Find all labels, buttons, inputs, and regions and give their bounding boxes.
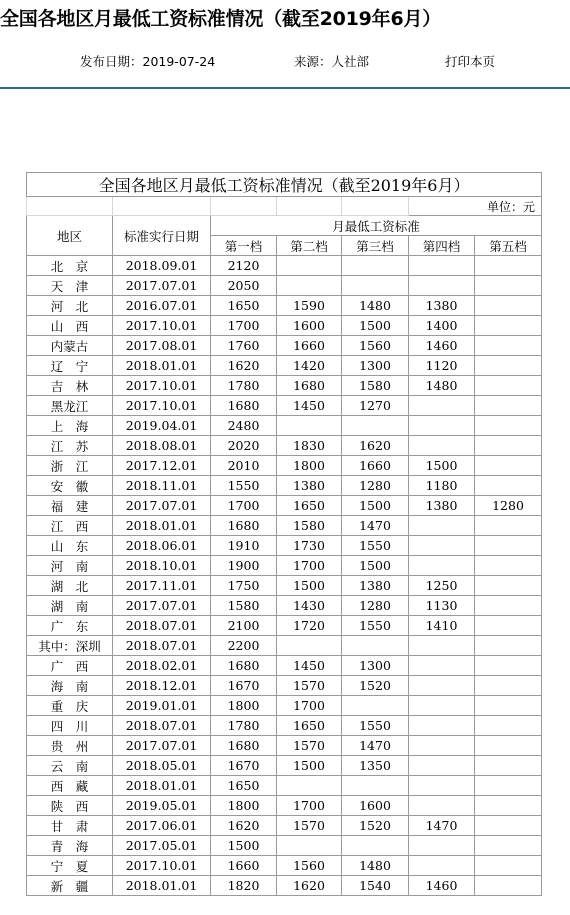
blank-cell [27,197,113,216]
tier-3-value [342,696,409,716]
tier-1-value: 1680 [211,396,277,416]
tier-2-value: 1730 [277,536,342,556]
tier-3-value: 1280 [342,596,409,616]
date-cell: 2018.01.01 [113,356,211,376]
region-cell: 江 西 [27,516,113,536]
date-cell: 2017.11.01 [113,576,211,596]
tier-3-value: 1280 [342,476,409,496]
table-row [27,416,542,436]
date-cell: 2017.08.01 [113,336,211,356]
tier-4-value [409,516,475,536]
date-cell: 2019.04.01 [113,416,211,436]
unit-label: 单位：元 [409,197,542,216]
minimum-wage-table [26,172,542,896]
region-cell: 河 南 [27,556,113,576]
tier-2-value [277,256,342,276]
region-cell: 江 苏 [27,436,113,456]
tier-4-value [409,276,475,296]
region-cell: 湖 南 [27,596,113,616]
tier-3-value: 1470 [342,516,409,536]
region-cell: 陕 西 [27,796,113,816]
table-row [27,316,542,336]
region-cell: 吉 林 [27,376,113,396]
tier-5-value [475,636,542,656]
tier-5-header: 第五档 [475,236,542,256]
date-cell: 2018.01.01 [113,876,211,896]
table-row [27,796,542,816]
tier-5-value [475,596,542,616]
tier-3-value: 1480 [342,856,409,876]
region-cell: 山 西 [27,316,113,336]
date-cell: 2017.07.01 [113,736,211,756]
tier-4-value [409,776,475,796]
tier-4-value [409,796,475,816]
table-row [27,716,542,736]
tier-4-value: 1410 [409,616,475,636]
tier-3-value: 1270 [342,396,409,416]
tier-1-value: 2200 [211,636,277,656]
tier-4-value: 1130 [409,596,475,616]
tier-5-value [475,836,542,856]
region-cell: 海 南 [27,676,113,696]
tier-1-value: 1910 [211,536,277,556]
tier-2-value: 1430 [277,596,342,616]
tier-2-value: 1380 [277,476,342,496]
tier-2-value: 1830 [277,436,342,456]
tier-5-value [475,276,542,296]
tier-1-value: 1620 [211,356,277,376]
tier-4-value [409,676,475,696]
tier-3-value: 1350 [342,756,409,776]
tier-3-value: 1620 [342,436,409,456]
tier-2-value: 1660 [277,336,342,356]
tier-2-value: 1590 [277,296,342,316]
tier-3-value [342,276,409,296]
tier-4-value: 1470 [409,816,475,836]
tier-3-value: 1500 [342,316,409,336]
tier-2-value: 1570 [277,676,342,696]
tier-4-value: 1500 [409,456,475,476]
tier-5-value [475,336,542,356]
tier-1-value: 1700 [211,316,277,336]
region-cell: 宁 夏 [27,856,113,876]
date-cell: 2018.02.01 [113,656,211,676]
tier-3-value: 1300 [342,656,409,676]
date-cell: 2018.09.01 [113,256,211,276]
tier-1-value: 1550 [211,476,277,496]
tier-2-value: 1650 [277,716,342,736]
tier-1-value: 1680 [211,736,277,756]
table-row [27,596,542,616]
tier-5-value [475,816,542,836]
tier-1-value: 1680 [211,656,277,676]
tier-3-value: 1550 [342,716,409,736]
table-row [27,356,542,376]
region-cell: 北 京 [27,256,113,276]
tier-5-value [475,616,542,636]
table-row [27,816,542,836]
tier-1-value: 1700 [211,496,277,516]
date-cell: 2018.08.01 [113,436,211,456]
region-header: 地区 [27,216,113,256]
tier-4-value: 1380 [409,296,475,316]
tier-4-value: 1380 [409,496,475,516]
tier-2-value [277,276,342,296]
table-row [27,336,542,356]
tier-4-value [409,416,475,436]
region-cell: 青 海 [27,836,113,856]
tier-3-value: 1550 [342,616,409,636]
table-row [27,476,542,496]
table-row [27,516,542,536]
region-cell: 其中：深圳 [27,636,113,656]
tier-1-value: 1800 [211,696,277,716]
tier-3-value: 1540 [342,876,409,896]
tier-1-value: 1670 [211,676,277,696]
tier-2-value: 1560 [277,856,342,876]
date-cell: 2018.07.01 [113,636,211,656]
region-cell: 河 北 [27,296,113,316]
date-cell: 2017.10.01 [113,316,211,336]
table-row [27,376,542,396]
tier-2-value: 1450 [277,396,342,416]
date-cell: 2018.10.01 [113,556,211,576]
tier-1-value: 1580 [211,596,277,616]
tier-3-value: 1480 [342,296,409,316]
table-row [27,756,542,776]
region-cell: 重 庆 [27,696,113,716]
date-cell: 2019.01.01 [113,696,211,716]
tier-4-value [409,536,475,556]
tier-4-value [409,716,475,736]
tier-2-value: 1700 [277,556,342,576]
tier-1-value: 1650 [211,776,277,796]
table-row [27,836,542,856]
tier-5-value [475,536,542,556]
tier-5-value [475,376,542,396]
tier-3-value: 1380 [342,576,409,596]
tier-4-value [409,736,475,756]
tier-5-value [475,796,542,816]
tier-4-value: 1480 [409,376,475,396]
table-row [27,616,542,636]
tier-5-value [475,696,542,716]
tier-2-value: 1680 [277,376,342,396]
tier-5-value [475,756,542,776]
tier-4-value: 1460 [409,336,475,356]
tier-2-value: 1500 [277,576,342,596]
date-cell: 2018.06.01 [113,536,211,556]
tier-1-value: 2120 [211,256,277,276]
tier-4-header: 第四档 [409,236,475,256]
tier-5-value [475,556,542,576]
tier-5-value [475,416,542,436]
date-cell: 2018.12.01 [113,676,211,696]
date-cell: 2018.01.01 [113,776,211,796]
tier-3-value: 1560 [342,336,409,356]
tier-5-value [475,876,542,896]
tier-4-value [409,636,475,656]
date-cell: 2017.05.01 [113,836,211,856]
blank-cell [342,197,409,216]
tier-5-value [475,456,542,476]
tier-1-value: 1780 [211,716,277,736]
tier-1-value: 1620 [211,816,277,836]
source-label: 来源：人社部 [294,54,370,69]
tier-2-value [277,636,342,656]
tier-2-value: 1420 [277,356,342,376]
date-cell: 2017.10.01 [113,856,211,876]
tier-3-value: 1520 [342,676,409,696]
tier-4-value [409,856,475,876]
tier-3-value: 1300 [342,356,409,376]
table-row [27,776,542,796]
table-title: 全国各地区月最低工资标准情况（截至2019年6月） [27,173,542,197]
tier-4-value: 1250 [409,576,475,596]
table-row [27,436,542,456]
tier-1-value: 2480 [211,416,277,436]
tier-5-value [475,856,542,876]
table-row [27,276,542,296]
tier-3-value: 1470 [342,736,409,756]
page-title: 全国各地区月最低工资标准情况（截至2019年6月） [0,8,442,30]
table-row [27,656,542,676]
table-row [27,496,542,516]
region-cell: 浙 江 [27,456,113,476]
date-cell: 2018.11.01 [113,476,211,496]
article-meta [0,52,570,70]
tier-3-value: 1500 [342,556,409,576]
tier-1-value: 1660 [211,856,277,876]
table-row [27,256,542,276]
table-row [27,576,542,596]
tier-5-value [475,316,542,336]
tier-3-value [342,256,409,276]
tier-2-value: 1700 [277,796,342,816]
tier-2-value: 1500 [277,756,342,776]
region-cell: 上 海 [27,416,113,436]
region-cell: 甘 肃 [27,816,113,836]
tier-3-value [342,416,409,436]
date-cell: 2017.07.01 [113,496,211,516]
tier-2-value [277,416,342,436]
tier-1-value: 1760 [211,336,277,356]
tier-3-value [342,836,409,856]
tier-2-value: 1620 [277,876,342,896]
table-row [27,676,542,696]
region-cell: 湖 北 [27,576,113,596]
table-row [27,456,542,476]
tier-1-value: 1750 [211,576,277,596]
date-cell: 2017.10.01 [113,396,211,416]
tier-2-value [277,836,342,856]
table-row [27,736,542,756]
tier-3-value: 1660 [342,456,409,476]
date-cell: 2017.07.01 [113,596,211,616]
tier-1-value: 1670 [211,756,277,776]
tier-1-value: 1650 [211,296,277,316]
tier-5-value [475,736,542,756]
tier-1-value: 1500 [211,836,277,856]
tier-2-header: 第二档 [277,236,342,256]
region-cell: 黑龙江 [27,396,113,416]
tier-1-value: 2010 [211,456,277,476]
region-cell: 福 建 [27,496,113,516]
date-cell: 2018.07.01 [113,616,211,636]
date-cell: 2017.07.01 [113,276,211,296]
date-cell: 2016.07.01 [113,296,211,316]
region-cell: 四 川 [27,716,113,736]
tier-2-value: 1570 [277,816,342,836]
tier-2-value: 1800 [277,456,342,476]
tier-3-value: 1500 [342,496,409,516]
table-row [27,876,542,896]
date-cell: 2017.10.01 [113,376,211,396]
tier-1-value: 1780 [211,376,277,396]
region-cell: 广 西 [27,656,113,676]
tier-1-value: 2050 [211,276,277,296]
tier-3-value [342,776,409,796]
date-cell: 2017.12.01 [113,456,211,476]
tier-5-value [475,396,542,416]
tier-2-value [277,776,342,796]
tier-4-value: 1120 [409,356,475,376]
wage-standard-header: 月最低工资标准 [211,216,542,236]
tier-3-value: 1550 [342,536,409,556]
tier-5-value [475,356,542,376]
tier-1-value: 1800 [211,796,277,816]
region-cell: 广 东 [27,616,113,636]
tier-5-value [475,576,542,596]
tier-2-value: 1600 [277,316,342,336]
region-cell: 天 津 [27,276,113,296]
region-cell: 内蒙古 [27,336,113,356]
region-cell: 云 南 [27,756,113,776]
tier-3-header: 第三档 [342,236,409,256]
date-cell: 2019.05.01 [113,796,211,816]
tier-4-value [409,696,475,716]
tier-5-value [475,676,542,696]
table-row [27,296,542,316]
table-row [27,696,542,716]
date-cell: 2017.06.01 [113,816,211,836]
tier-1-header: 第一档 [211,236,277,256]
tier-2-value: 1700 [277,696,342,716]
table-row [27,396,542,416]
tier-4-value [409,396,475,416]
date-header: 标准实行日期 [113,216,211,256]
tier-1-value: 2100 [211,616,277,636]
tier-4-value: 1180 [409,476,475,496]
tier-5-value [475,436,542,456]
tier-5-value [475,516,542,536]
date-cell: 2018.07.01 [113,716,211,736]
tier-4-value: 1400 [409,316,475,336]
tier-5-value: 1280 [475,496,542,516]
tier-3-value [342,636,409,656]
table-row [27,856,542,876]
region-cell: 新 疆 [27,876,113,896]
table-row [27,556,542,576]
tier-2-value: 1720 [277,616,342,636]
blank-cell [113,197,211,216]
tier-3-value: 1520 [342,816,409,836]
tier-4-value [409,556,475,576]
tier-5-value [475,296,542,316]
region-cell: 西 藏 [27,776,113,796]
tier-4-value [409,656,475,676]
tier-4-value [409,836,475,856]
tier-2-value: 1650 [277,496,342,516]
region-cell: 贵 州 [27,736,113,756]
region-cell: 安 徽 [27,476,113,496]
tier-3-value: 1580 [342,376,409,396]
table-row [27,636,542,656]
print-page-link[interactable]: 打印本页 [445,54,496,69]
tier-1-value: 1680 [211,516,277,536]
tier-2-value: 1450 [277,656,342,676]
tier-4-value [409,756,475,776]
blank-cell [277,197,342,216]
tier-1-value: 2020 [211,436,277,456]
tier-1-value: 1820 [211,876,277,896]
region-cell: 辽 宁 [27,356,113,376]
tier-5-value [475,716,542,736]
tier-1-value: 1900 [211,556,277,576]
tier-2-value: 1570 [277,736,342,756]
tier-4-value: 1460 [409,876,475,896]
tier-5-value [475,776,542,796]
publish-date: 发布日期：2019-07-24 [80,54,216,69]
tier-4-value [409,256,475,276]
date-cell: 2018.01.01 [113,516,211,536]
tier-5-value [475,256,542,276]
tier-5-value [475,476,542,496]
tier-5-value [475,656,542,676]
table-row [27,536,542,556]
date-cell: 2018.05.01 [113,756,211,776]
header-divider [0,87,570,89]
region-cell: 山 东 [27,536,113,556]
tier-3-value: 1600 [342,796,409,816]
tier-4-value [409,436,475,456]
blank-cell [211,197,277,216]
tier-2-value: 1580 [277,516,342,536]
